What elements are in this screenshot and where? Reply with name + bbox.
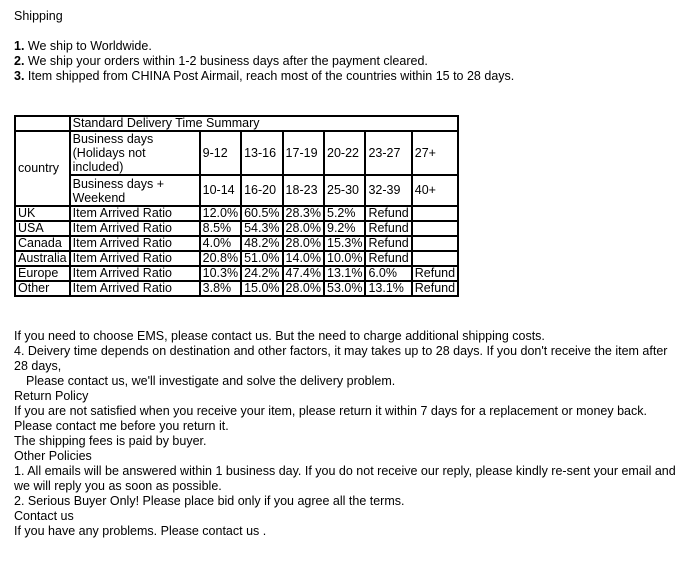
table-corner xyxy=(15,116,70,131)
business-days-label: Business days (Holidays not included) xyxy=(70,131,200,175)
policy-notes xyxy=(14,329,684,539)
table-cell: 28.0% xyxy=(283,281,324,296)
country-cell: UK xyxy=(15,206,70,221)
table-cell xyxy=(412,206,458,221)
country-cell: Canada xyxy=(15,236,70,251)
table-cell: Refund xyxy=(365,221,411,236)
table-cell: 17-19 xyxy=(283,131,324,175)
table-header-row xyxy=(15,175,458,206)
table-cell: 24.2% xyxy=(241,266,282,281)
ratio-label: Item Arrived Ratio xyxy=(70,206,200,221)
contact-heading: Contact us xyxy=(14,509,74,523)
policy-number: 3. xyxy=(14,69,25,83)
table-row xyxy=(15,206,458,221)
table-cell: 3.8% xyxy=(200,281,241,296)
table-cell: 28.3% xyxy=(283,206,324,221)
contact-text: If you have any problems. Please contact us . xyxy=(14,524,267,538)
table-cell xyxy=(412,236,458,251)
table-cell: 15.3% xyxy=(324,236,365,251)
table-cell: 54.3% xyxy=(241,221,282,236)
business-days-weekend-label: Business days + Weekend xyxy=(70,175,200,206)
policy-number: 2. xyxy=(14,54,25,68)
table-caption: Standard Delivery Time Summary xyxy=(70,116,458,131)
table-cell: Refund xyxy=(412,266,458,281)
table-caption-row xyxy=(15,116,458,131)
table-cell: 53.0% xyxy=(324,281,365,296)
table-cell: 40+ xyxy=(412,175,458,206)
policy-item xyxy=(14,69,514,84)
table-cell: 12.0% xyxy=(200,206,241,221)
country-cell: Other xyxy=(15,281,70,296)
table-cell: 4.0% xyxy=(200,236,241,251)
table-cell: Refund xyxy=(365,236,411,251)
table-cell: 25-30 xyxy=(324,175,365,206)
table-row xyxy=(15,221,458,236)
table-cell: 32-39 xyxy=(365,175,411,206)
other-policy-2: 2. Serious Buyer Only! Please place bid only if you agree all the terms. xyxy=(14,494,405,508)
table-cell: 8.5% xyxy=(200,221,241,236)
ratio-label: Item Arrived Ratio xyxy=(70,251,200,266)
table-row xyxy=(15,266,458,281)
table-cell: 20-22 xyxy=(324,131,365,175)
table-cell: 15.0% xyxy=(241,281,282,296)
country-cell: Europe xyxy=(15,266,70,281)
table-cell: 51.0% xyxy=(241,251,282,266)
table-cell: Refund xyxy=(365,206,411,221)
table-cell: Refund xyxy=(365,251,411,266)
table-cell: 18-23 xyxy=(283,175,324,206)
ems-note: If you need to choose EMS, please contact us. But the need to charge additional shipping costs. xyxy=(14,329,545,343)
table-cell: 13.1% xyxy=(365,281,411,296)
table-cell: 48.2% xyxy=(241,236,282,251)
return-policy-heading: Return Policy xyxy=(14,389,89,403)
shipping-policy-list xyxy=(14,39,514,84)
policy-item xyxy=(14,39,514,54)
table-cell: 10.3% xyxy=(200,266,241,281)
table-cell: 47.4% xyxy=(283,266,324,281)
table-cell: 5.2% xyxy=(324,206,365,221)
table-row xyxy=(15,236,458,251)
table-cell: 10.0% xyxy=(324,251,365,266)
table-cell: 20.8% xyxy=(200,251,241,266)
ratio-label: Item Arrived Ratio xyxy=(70,221,200,236)
page-title: Shipping xyxy=(14,9,63,23)
table-cell: 13-16 xyxy=(241,131,282,175)
table-cell xyxy=(412,251,458,266)
table-cell: 16-20 xyxy=(241,175,282,206)
contact-problem-note: Please contact us, we'll investigate and solve the delivery problem. xyxy=(26,374,396,388)
table-cell: 60.5% xyxy=(241,206,282,221)
other-policies-heading: Other Policies xyxy=(14,449,92,463)
ratio-label: Item Arrived Ratio xyxy=(70,281,200,296)
policy-text: We ship to Worldwide. xyxy=(24,39,152,53)
table-row xyxy=(15,251,458,266)
table-cell: 28.0% xyxy=(283,236,324,251)
return-contact-text: Please contact me before you return it. xyxy=(14,419,229,433)
policy-item xyxy=(14,54,514,69)
table-cell: 9-12 xyxy=(200,131,241,175)
delivery-note: 4. Deivery time depends on destination and other factors, it may takes up to 28 days. If you don't receive the item after 28 days, xyxy=(14,344,668,373)
table-cell: 13.1% xyxy=(324,266,365,281)
policy-number: 1. xyxy=(14,39,25,53)
delivery-time-table xyxy=(14,115,459,297)
other-policy-1: 1. All emails will be answered within 1 business day. If you do not receive our reply, please kindly re-sent your email and we will reply you as soon as possible. xyxy=(14,464,676,493)
table-cell: 10-14 xyxy=(200,175,241,206)
return-policy-text: If you are not satisfied when you receive your item, please return it within 7 days for a replacement or money back. xyxy=(14,404,647,418)
country-header: country xyxy=(15,131,70,206)
table-cell: 28.0% xyxy=(283,221,324,236)
table-row xyxy=(15,281,458,296)
return-fees-text: The shipping fees is paid by buyer. xyxy=(14,434,207,448)
country-cell: USA xyxy=(15,221,70,236)
table-header-row xyxy=(15,131,458,175)
table-cell: 6.0% xyxy=(365,266,411,281)
policy-text: We ship your orders within 1-2 business days after the payment cleared. xyxy=(24,54,428,68)
ratio-label: Item Arrived Ratio xyxy=(70,266,200,281)
table-cell: Refund xyxy=(412,281,458,296)
table-cell: 9.2% xyxy=(324,221,365,236)
country-cell: Australia xyxy=(15,251,70,266)
table-cell: 23-27 xyxy=(365,131,411,175)
table-cell: 14.0% xyxy=(283,251,324,266)
policy-text: Item shipped from CHINA Post Airmail, reach most of the countries within 15 to 28 days. xyxy=(24,69,515,83)
table-cell xyxy=(412,221,458,236)
ratio-label: Item Arrived Ratio xyxy=(70,236,200,251)
table-cell: 27+ xyxy=(412,131,458,175)
